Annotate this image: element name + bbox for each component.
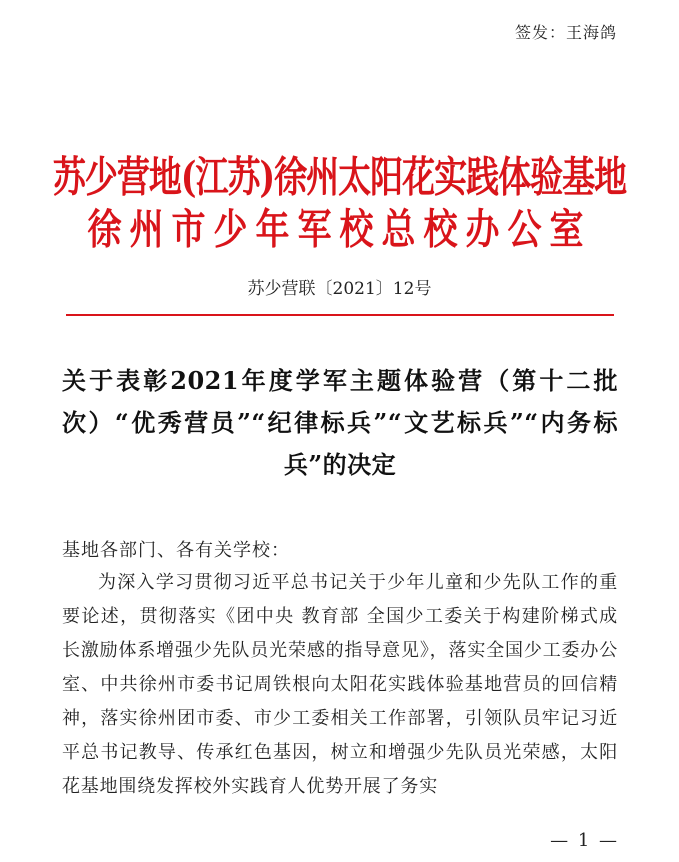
issuer-line-2: 徐州市少年军校总校办公室 [87, 205, 592, 255]
document-number: 苏少营联〔2021〕12号 [247, 279, 432, 299]
red-divider-line [66, 314, 614, 316]
signer-label: 签发：王海鸽 [514, 23, 617, 42]
issuer-line-1: 苏少营地(江苏)徐州太阳花实践体验基地 [52, 151, 627, 202]
salutation: 基地各部门、各有关学校： [62, 540, 290, 561]
page-number: — 1 — [550, 830, 619, 851]
body-paragraph: 为深入学习贯彻习近平总书记关于少年儿童和少先队工作的重要论述，贯彻落实《团中央 教育部 全国少工委关于构建阶梯式成长激励体系增强少先队员光荣感的指导意见》，落实全国少工委办公室、中共徐州市委书记周铁根向太阳花实践体验基地营员的回信精神，落实徐州团市委、市少工委相关工作部署，引领队员牢记习近平总书记教导、传承红色基因，树立和增强少先队员光荣感，太阳花基地围绕发挥校外实践育人优势开展了务实 [62, 572, 618, 797]
document-title: 关于表彰2021年度学军主题体验营（第十二批次）“优秀营员”“纪律标兵”“文艺标兵”“内务标兵”的决定 [62, 366, 618, 479]
